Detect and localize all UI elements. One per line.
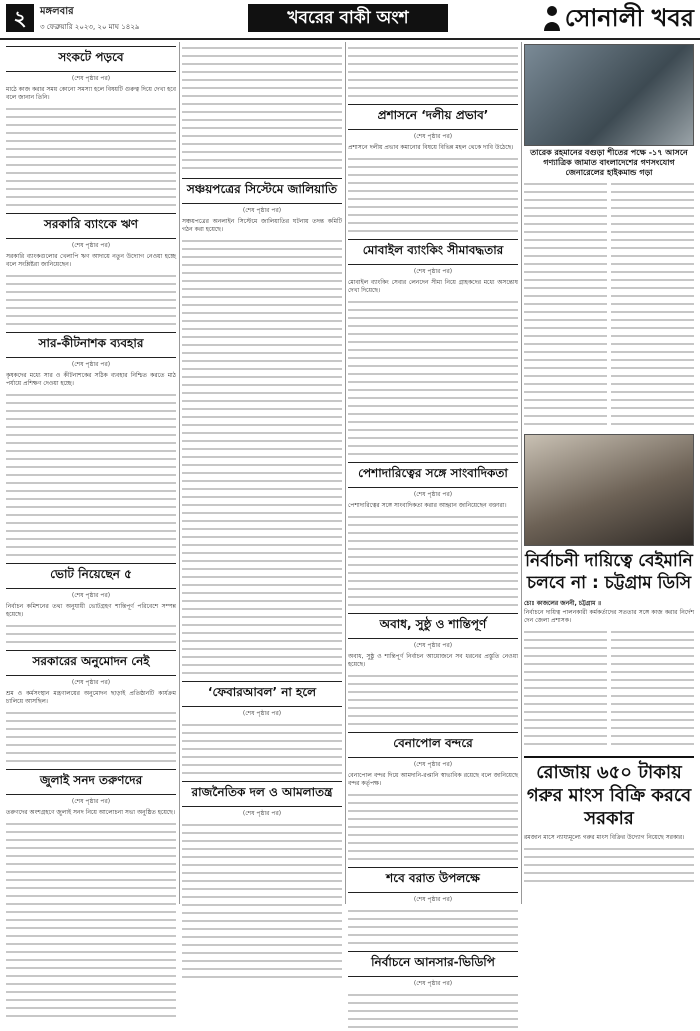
article-body — [348, 44, 518, 100]
article-text: তরুণদের অংশগ্রহণে জুলাই সনদ নিয়ে আলোচনা সভা অনুষ্ঠিত হয়েছে। — [6, 809, 176, 816]
sub-columns — [524, 180, 694, 434]
article-body — [348, 907, 518, 947]
byline: চোঃ কাজলের জননী, চট্টগ্রাম ॥ — [524, 600, 601, 607]
article-body — [611, 180, 694, 430]
article-body — [6, 272, 176, 328]
masthead — [0, 0, 700, 40]
article-text: রমজান মাসে ন্যায্যমূল্যে গরুর মাংস বিক্রির উদ্যোগ নিয়েছে সরকার। — [524, 834, 685, 841]
article-body — [182, 721, 342, 777]
article-body — [524, 628, 607, 748]
headline-8: ‘ফেবারআবল’ না হলে — [182, 681, 342, 707]
person-icon — [543, 5, 561, 31]
headline-1: সংকটে পড়বে — [6, 46, 176, 72]
continuation-note: (শেষ পৃষ্ঠার পর) — [413, 642, 453, 649]
article-body — [6, 105, 176, 209]
page-number: ২ — [6, 4, 34, 32]
headline-4: ভোট নিয়েছেন ৫ — [6, 563, 176, 589]
continuation-note: (শেষ পৃষ্ঠার পর) — [242, 710, 282, 717]
headline-2: সরকারি ব্যাংকে ঋণ — [6, 213, 176, 239]
issue-day: মঙ্গলবার — [40, 6, 74, 17]
headline-7: সঞ্চয়পত্রের সিস্টেমে জালিয়াতি — [182, 178, 342, 204]
article-body — [6, 622, 176, 646]
headline-10: প্রশাসনে ‘দলীয় প্রভাব’ — [348, 104, 518, 130]
article-body — [611, 628, 694, 748]
continuation-note: (শেষ পৃষ্ঠার পর) — [413, 491, 453, 498]
logo-text: সোনালী খবর — [564, 3, 694, 32]
column-4 — [524, 42, 694, 904]
column-3 — [348, 42, 518, 987]
article-body — [348, 991, 518, 1031]
article-text: প্রশাসনে দলীয় প্রভাব কমানোর বিষয়ে বিভিন্ন মহল থেকে দাবি উঠেছে। — [348, 144, 514, 151]
photo-caption: তারেক রহমানের বগুড়া শীতের পক্ষে -১৭ আসনে গণ্যাত্রিক জামাত বাংলাদেশের গণসংযোগ জেনারেলের হাইকমান্ড গড়া — [530, 148, 688, 177]
headline-14: বেনাপোল বন্দরে — [348, 732, 518, 758]
article-body — [524, 180, 607, 430]
article-body — [348, 298, 518, 458]
sub-columns — [524, 628, 694, 752]
article-text: শ্রম ও কর্মসংস্থান মন্ত্রণালয়ের অনুমোদন ছাড়াই প্রতিষ্ঠানটি কার্যক্রম চালিয়ে আসছিল। — [6, 690, 176, 705]
continuation-note: (শেষ পৃষ্ঠার পর) — [242, 810, 282, 817]
headline-9: রাজনৈতিক দল ও আমলাতন্ত্র — [182, 781, 342, 807]
article-body — [6, 709, 176, 765]
headline-6: জুলাই সনদ তরুণদের — [6, 769, 176, 795]
headline-11: মোবাইল ব্যাংকিং সীমাবদ্ধতার — [348, 239, 518, 265]
continuation-note: (শেষ পৃষ্ঠার পর) — [242, 207, 282, 214]
headline-17: নির্বাচনী দায়িত্বে বেইমানি চলবে না : চট্টগ্রাম ডিসি — [525, 551, 693, 593]
headline-15: শবে বরাত উপলক্ষে — [348, 867, 518, 893]
continuation-note: (শেষ পৃষ্ঠার পর) — [71, 592, 111, 599]
article-body — [6, 391, 176, 559]
continuation-note: (শেষ পৃষ্ঠার পর) — [71, 242, 111, 249]
article-body — [348, 513, 518, 609]
issue-date: ৩ ফেব্রুয়ারি ২০২৩, ২০ মাঘ ১৪২৯ — [40, 23, 140, 31]
news-photo — [524, 44, 694, 146]
continuation-note: (শেষ পৃষ্ঠার পর) — [71, 75, 111, 82]
article-body — [182, 237, 342, 677]
headline-3: সার-কীটনাশক ব্যবহার — [6, 332, 176, 358]
article-text: সরকারি ব্যাংকগুলোর খেলাপি ঋণ আদায়ে নতুন উদ্যোগ নেওয়া হচ্ছে বলে সংশ্লিষ্টরা জানিয়েছেন। — [6, 253, 176, 268]
article-text: নির্বাচন কমিশনের তথ্য অনুযায়ী ভোটগ্রহণ শান্তিপূর্ণ পরিবেশে সম্পন্ন হয়েছে। — [6, 603, 176, 618]
headline-12: পেশাদারিত্বের সঙ্গে সাংবাদিকতা — [348, 462, 518, 488]
continuation-note: (শেষ পৃষ্ঠার পর) — [413, 896, 453, 903]
headline-16: নির্বাচনে আনসার-ভিডিপি — [348, 951, 518, 977]
column-2 — [182, 42, 342, 904]
continuation-note: (শেষ পৃষ্ঠার পর) — [413, 268, 453, 275]
article-body — [348, 155, 518, 235]
continuation-note: (শেষ পৃষ্ঠার পর) — [413, 133, 453, 140]
logo — [543, 3, 694, 33]
continuation-note: (শেষ পৃষ্ঠার পর) — [71, 679, 111, 686]
headline-5: সরকারের অনুমোদন নেই — [6, 650, 176, 676]
article-body — [182, 821, 342, 981]
article-text: কৃষকদের মধ্যে সার ও কীটনাশকের সঠিক ব্যবহার নিশ্চিত করতে মাঠ পর্যায়ে প্রশিক্ষণ দেওয়া হচ্ছে। — [6, 372, 176, 387]
news-photo — [524, 434, 694, 546]
article-text: নির্বাচনে দায়িত্ব পালনকারী কর্মকর্তাদের সততার সঙ্গে কাজ করার নির্দেশ দেন জেলা প্রশাসক। — [524, 609, 694, 624]
continuation-note: (শেষ পৃষ্ঠার পর) — [413, 980, 453, 987]
continuation-note: (শেষ পৃষ্ঠার পর) — [413, 761, 453, 768]
continuation-note: (শেষ পৃষ্ঠার পর) — [71, 798, 111, 805]
column-rule — [179, 42, 180, 904]
article-body — [6, 820, 176, 1020]
column-1 — [6, 42, 176, 904]
article-text: সঞ্চয়পত্রের অনলাইন সিস্টেমে জালিয়াতির ঘটনায় তদন্ত কমিটি গঠন করা হয়েছে। — [182, 218, 342, 233]
section-banner: খবরের বাকী অংশ — [248, 4, 448, 32]
article-body — [348, 791, 518, 863]
continuation-note: (শেষ পৃষ্ঠার পর) — [71, 361, 111, 368]
column-rule — [345, 42, 346, 904]
article-body — [524, 845, 694, 885]
column-rule — [521, 42, 522, 904]
article-text: অবাধ, সুষ্ঠু ও শান্তিপূর্ণ নির্বাচন আয়োজনে সব ধরনের প্রস্তুতি নেওয়া হয়েছে। — [348, 653, 518, 668]
article-text: পেশাদারিত্বের সঙ্গে সাংবাদিকতা করার আহ্বান জানিয়েছেন বক্তারা। — [348, 502, 507, 509]
article-text: বেনাপোল বন্দর দিয়ে আমদানি-রপ্তানি স্বাভাবিক রয়েছে বলে জানিয়েছে বন্দর কর্তৃপক্ষ। — [348, 772, 518, 787]
article-text: মোবাইল ব্যাংকিং সেবার লেনদেন সীমা নিয়ে গ্রাহকদের মধ্যে অসন্তোষ দেখা দিয়েছে। — [348, 279, 518, 294]
article-body — [348, 672, 518, 728]
article-body — [182, 44, 342, 174]
headline-13: অবাধ, সুষ্ঠু ও শান্তিপূর্ণ — [348, 613, 518, 639]
headline-18: রোজায় ৬৫০ টাকায় গরুর মাংস বিক্রি করবে সরকার — [524, 756, 694, 830]
article-text: মাঠে কাজ করার সময় কোনো সমস্যা হলে বিষয়টি গুরুত্ব দিয়ে দেখা হবে বলে জানান তিনি। — [6, 86, 176, 101]
